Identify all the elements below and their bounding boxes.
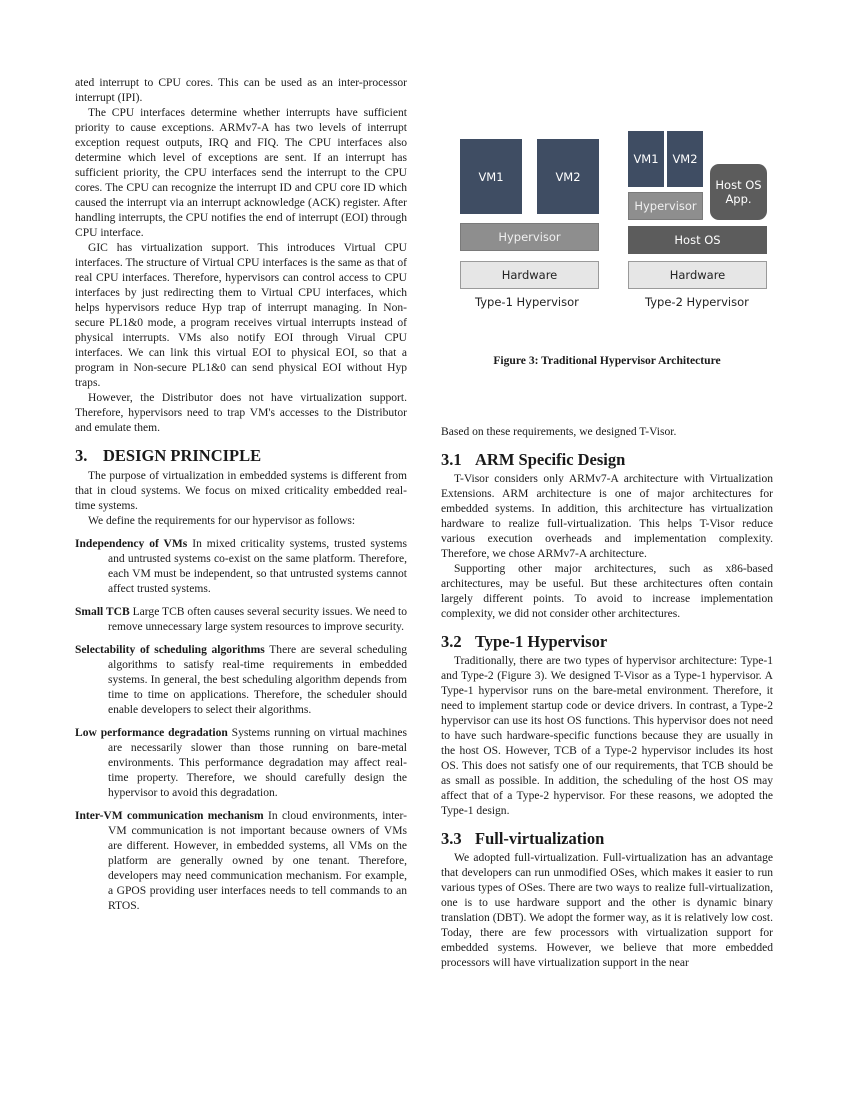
- paragraph: T-Visor considers only ARMv7-A architecture with Virtualization Extensions. ARM architecture is one of major architectures for embedded systems. In addition, this architecture has virtualization hardware to realize full-virtualization. This helps T-Visor reduce various execution overheads and implementation complexity. Therefore, we chose ARMv7-A architecture.: [441, 473, 773, 560]
- paragraph: The CPU interfaces determine whether interrupts have sufficient priority to cause exceptions. ARMv7-A has two levels of interrupt exception request outputs, IRQ and FIQ. The CPU interfaces also determine which level of exceptions are sent. If an interrupt has sufficient priority, the CPU interfaces send the interrupt to the CPU cores. The CPU can recognize the interrupt ID and CPU core ID which caused the interrupt via an interrupt acknowledge (ACK) register. After handling interrupts, the CPU notifies the end of interrupt (EOI) through CPU interface.: [75, 107, 407, 239]
- type2-label: Type-2 Hypervisor: [645, 295, 749, 309]
- requirement-item: [75, 643, 407, 718]
- type2-host-app-box: Host OS App.: [710, 164, 767, 220]
- paragraph: The purpose of virtualization in embedded systems is different from that in cloud systems. We focus on mixed criticality embedded real-time systems.: [75, 470, 407, 512]
- section-number: 3.: [75, 446, 88, 465]
- type1-hardware-box: Hardware: [460, 261, 599, 289]
- requirement-term: Low performance degradation: [75, 727, 228, 739]
- type1-vm2-box: VM2: [537, 139, 599, 214]
- section-heading-3-2: [441, 633, 773, 651]
- type2-vm2-box: VM2: [667, 131, 703, 187]
- section-title: Full-virtualization: [475, 829, 605, 848]
- paragraph: GIC has virtualization support. This introduces Virtual CPU interfaces. The structure of Virtual CPU interfaces is the same as that of real CPU interfaces. Therefore, hypervisors can control access to CPU interfaces by just redirecting them to Virtual CPU interfaces, which helps hypervisors reduce Hyp trap of interrupt managing. In Non-secure PL1&0 mode, a program receives virtual interrupts instead of physical interrupts. VMs also notify EOI through Virual CPU interfaces. We can link this virtual EOI to physical EOI, so that a program in Non-secure PL1&0 can send physical EOI without Hyp traps.: [75, 242, 407, 389]
- type2-hardware-box: Hardware: [628, 261, 767, 289]
- requirement-item: [75, 605, 407, 635]
- type1-vm1-box: VM1: [460, 139, 522, 214]
- requirement-text: Systems running on virtual machines are necessarily slower than those running on bare-metal environments. This performance degradation may affect real-time property. Therefore, we should carefully design the hypervisor to avoid this degradation.: [108, 727, 407, 799]
- type2-host-os-box: Host OS: [628, 226, 767, 254]
- requirement-term: Selectability of scheduling algorithms: [75, 644, 265, 656]
- requirement-term: Independency of VMs: [75, 538, 188, 550]
- section-title: Type-1 Hypervisor: [475, 632, 608, 651]
- paragraph: However, the Distributor does not have virtualization support. Therefore, hypervisors need to trap VM's accesses to the Distributor and emulate them.: [75, 392, 407, 434]
- requirement-item: [75, 537, 407, 597]
- requirement-text: In cloud environments, inter-VM communication is not important because owners of VMs are different. However, in embedded systems, all VMs on the platform are generally owned by one tenant. Therefore, developers may need communication mechanism. For example, a GPOS providing user interfaces needs to tell commands to an RTOS.: [108, 810, 407, 912]
- left-column: [75, 76, 407, 914]
- figure-caption: Figure 3: Traditional Hypervisor Architecture: [493, 354, 721, 367]
- section-number: 3.1: [441, 450, 462, 469]
- section-heading-3: [75, 447, 407, 465]
- section-number: 3.2: [441, 632, 462, 651]
- paragraph: Traditionally, there are two types of hypervisor architecture: Type-1 and Type-2 (Figure 3). We designed T-Visor as a Type-1 hypervisor. A Type-1 hypervisor runs on the bare-metal environment. Therefore, it need to implement startup code or device drivers. In contrast, a Type-2 hypervisor can use its host OS functions. This hypervisor does not need to have such hardware-specific functions because they are usually in the host OS. However, TCB of a Type-2 hypervisor includes its host OS. This does not satisfy one of our requirements, that TCB should be as small as possible. In addition, the scheduling of the host OS may affect that of a Type-2 hypervisor. For these reasons, we adopted the Type-1 design.: [441, 655, 773, 817]
- section-heading-3-3: [441, 830, 773, 848]
- paragraph: Supporting other major architectures, such as x86-based architectures, may be useful. But these architectures often contain largely different points. To avoid to increase implementation complexity, we did not consider other architectures.: [441, 563, 773, 620]
- paragraph: ated interrupt to CPU cores. This can be used as an inter-processor interrupt (IPI).: [75, 77, 407, 104]
- section-title: DESIGN PRINCIPLE: [103, 446, 262, 465]
- requirement-term: Small TCB: [75, 606, 130, 618]
- section-number: 3.3: [441, 829, 462, 848]
- requirement-term: Inter-VM communication mechanism: [75, 810, 264, 822]
- type2-vm1-box: VM1: [628, 131, 664, 187]
- requirements-list: [75, 537, 407, 914]
- requirement-item: [75, 809, 407, 914]
- section-title: ARM Specific Design: [475, 450, 626, 469]
- right-column: [441, 425, 773, 971]
- section-heading-3-1: [441, 451, 773, 469]
- requirement-text: Large TCB often causes several security issues. We need to remove unnecessary large system resources to improve security.: [108, 606, 408, 633]
- paragraph: We adopted full-virtualization. Full-virtualization has an advantage that developers can run unmodified OSes, which makes it easier to run various types of OSes. There are two ways to realize full-virtualization, one is to use hardware support and the other is dynamic binary translation (DBT). We adopt the former way, as it is relatively low cost. Today, there are few processors with virtualization support for embedded systems. However, we believe that more embedded processors will have virtualization support in the near: [441, 852, 773, 969]
- requirement-text: In mixed criticality systems, trusted systems and untrusted systems co-exist on the same platform. Therefore, each VM must be independent, so that untrusted systems cannot affect trusted systems.: [108, 538, 408, 595]
- paragraph: We define the requirements for our hypervisor as follows:: [88, 515, 356, 527]
- requirement-text: There are several scheduling algorithms to satisfy real-time requirements in embedded systems. In general, the best scheduling algorithm depends from time to time on applications. Therefore, the scheduler should enable developers to select their algorithms.: [108, 644, 407, 716]
- requirement-item: [75, 726, 407, 801]
- paragraph: Based on these requirements, we designed T-Visor.: [441, 426, 677, 438]
- type1-hypervisor-box: Hypervisor: [460, 223, 599, 251]
- type1-label: Type-1 Hypervisor: [475, 295, 579, 309]
- type2-hypervisor-box: Hypervisor: [628, 192, 703, 220]
- figure-hypervisor-architecture: [441, 76, 773, 376]
